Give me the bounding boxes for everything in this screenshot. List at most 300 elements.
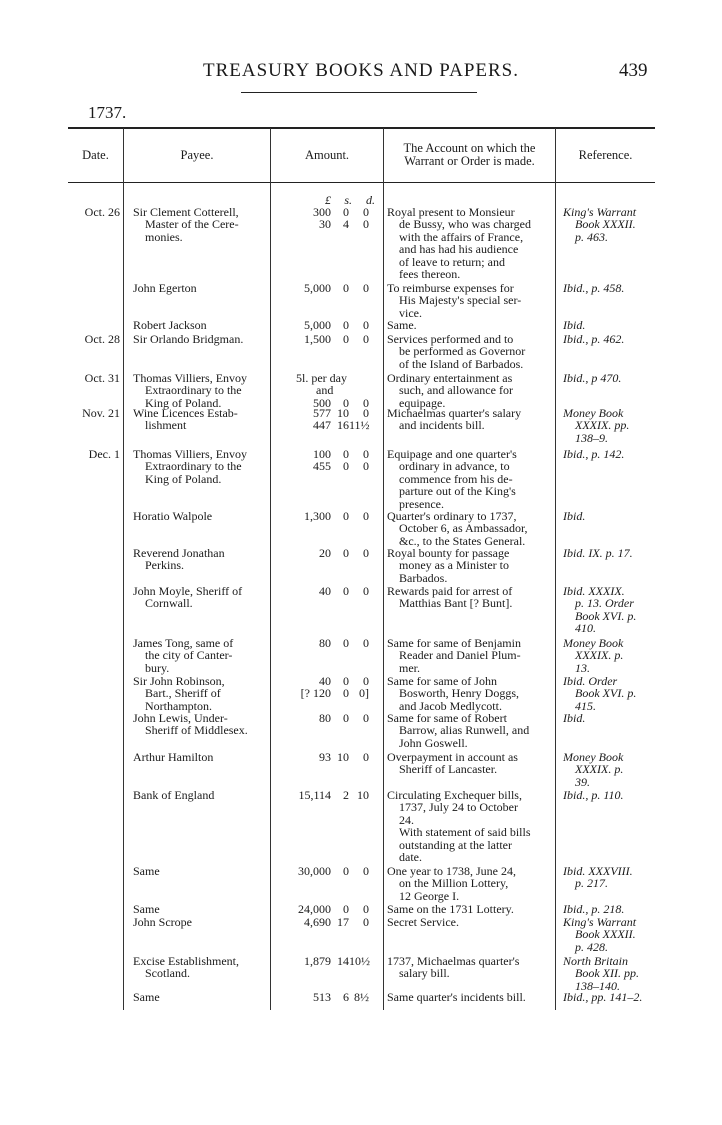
payee-cell bbox=[133, 991, 270, 1003]
pence-value: 0 bbox=[363, 674, 369, 688]
pence-symbol: d. bbox=[366, 193, 375, 207]
account-line: and incidents bill. bbox=[399, 418, 485, 433]
account-cell bbox=[387, 510, 550, 547]
shillings-value: 0 bbox=[343, 447, 349, 461]
shillings-value: 2 bbox=[343, 788, 349, 802]
reference-cell bbox=[563, 282, 658, 294]
account-line: Equipage and one quarter's bbox=[387, 447, 517, 461]
payee-line: Bank of England bbox=[133, 788, 215, 802]
pence-value: 0 bbox=[363, 332, 369, 346]
account-cell bbox=[387, 282, 550, 319]
payee-cell bbox=[133, 712, 270, 737]
reference-line: Book XXXII. bbox=[575, 927, 636, 942]
reference-cell bbox=[563, 333, 658, 345]
pence-value: 0 bbox=[363, 318, 369, 332]
shillings-value: 16 bbox=[337, 418, 349, 433]
reference-line: Ibid. IX. p. 17. bbox=[563, 546, 633, 560]
reference-cell bbox=[563, 547, 658, 559]
payee-cell bbox=[133, 751, 270, 763]
reference-line: Book XXXII. bbox=[575, 217, 636, 232]
pence-value: 10½ bbox=[349, 954, 370, 968]
account-cell bbox=[387, 903, 550, 915]
payee-line: Sheriff of Middlesex. bbox=[145, 723, 248, 738]
payee-cell bbox=[133, 637, 270, 674]
amount-line bbox=[272, 585, 386, 597]
payee-line: lishment bbox=[145, 418, 187, 433]
account-line: parture out of the King's bbox=[399, 484, 516, 499]
date-cell: Oct. 31 bbox=[84, 371, 120, 385]
reference-line: Ibid. Order bbox=[563, 674, 618, 688]
account-line: Sheriff of Lancaster. bbox=[399, 762, 498, 777]
account-line: Royal bounty for passage bbox=[387, 546, 510, 560]
reference-line: Book XVI. p. bbox=[575, 608, 637, 623]
amount-line bbox=[272, 916, 386, 928]
payee-line: Arthur Hamilton bbox=[133, 750, 214, 764]
amount-cell bbox=[272, 372, 386, 409]
amount-line bbox=[272, 903, 386, 915]
amount-line bbox=[272, 789, 386, 801]
payee-line: Sir John Robinson, bbox=[133, 674, 225, 688]
amount-line bbox=[272, 319, 386, 331]
pounds-value: 447 bbox=[313, 418, 331, 433]
account-line: John Goswell. bbox=[399, 735, 468, 750]
reference-cell bbox=[563, 712, 658, 724]
payee-line: Excise Establishment, bbox=[133, 954, 239, 968]
account-line: with the affairs of France, bbox=[399, 229, 524, 244]
payee-line: Extraordinary to the bbox=[145, 459, 242, 474]
shillings-value: 0 bbox=[343, 281, 349, 295]
account-line: Same for same of Benjamin bbox=[387, 636, 521, 650]
account-line: outstanding at the latter bbox=[399, 837, 512, 852]
reference-line: 415. bbox=[575, 698, 596, 713]
account-line: &c., to the States General. bbox=[399, 533, 526, 548]
account-line: Same on the 1731 Lottery. bbox=[387, 902, 514, 916]
amount-text: and bbox=[316, 383, 334, 398]
amount-line bbox=[272, 282, 386, 294]
shillings-value: 0 bbox=[343, 584, 349, 598]
pence-value: 0 bbox=[363, 750, 369, 764]
payee-line: bury. bbox=[145, 660, 170, 675]
reference-line: North Britain bbox=[563, 954, 629, 968]
shillings-value: 0 bbox=[343, 636, 349, 650]
pounds-value: 24,000 bbox=[298, 902, 331, 916]
payee-line: Same bbox=[133, 864, 160, 878]
reference-line: XXXIX. p. bbox=[575, 762, 624, 777]
account-cell bbox=[387, 448, 550, 510]
shillings-value: 0 bbox=[343, 902, 349, 916]
account-line: Circulating Exchequer bills, bbox=[387, 788, 522, 802]
pounds-value: 5,000 bbox=[304, 281, 331, 295]
payee-line: John Egerton bbox=[133, 281, 197, 295]
pounds-value: 20 bbox=[319, 546, 331, 560]
payee-cell bbox=[133, 510, 270, 522]
account-line: Royal present to Monsieur bbox=[387, 205, 515, 219]
payee-cell bbox=[133, 789, 270, 801]
reference-line: Ibid., p. 458. bbox=[563, 281, 625, 295]
amount-line bbox=[272, 218, 386, 230]
account-line: Same for same of Robert bbox=[387, 711, 507, 725]
payee-line: John Lewis, Under- bbox=[133, 711, 228, 725]
payee-cell bbox=[133, 903, 270, 915]
reference-cell bbox=[563, 206, 658, 243]
amount-cell bbox=[272, 547, 386, 559]
pounds-value: 577 bbox=[313, 406, 331, 420]
reference-line: Ibid., p. 218. bbox=[563, 902, 625, 916]
account-cell bbox=[387, 955, 550, 980]
payee-line: Scotland. bbox=[145, 966, 190, 981]
account-line: Same. bbox=[387, 318, 417, 332]
account-line: 12 George I. bbox=[399, 888, 460, 903]
shillings-value: 0 bbox=[343, 332, 349, 346]
account-line: 1737, Michaelmas quarter's bbox=[387, 954, 520, 968]
pounds-value: 40 bbox=[319, 674, 331, 688]
pence-value: 0 bbox=[363, 864, 369, 878]
account-line: His Majesty's special ser- bbox=[399, 293, 522, 308]
pence-value: 0 bbox=[363, 584, 369, 598]
payee-line: Cornwall. bbox=[145, 596, 193, 611]
pounds-value: [? 120 bbox=[300, 686, 331, 701]
reference-line: King's Warrant bbox=[563, 915, 637, 929]
shillings-value: 0 bbox=[343, 546, 349, 560]
amount-line bbox=[272, 687, 386, 699]
payee-cell bbox=[133, 206, 270, 243]
pence-value: 0 bbox=[363, 546, 369, 560]
pounds-value: 1,879 bbox=[304, 954, 331, 968]
shillings-value: 0 bbox=[343, 864, 349, 878]
shillings-value: 0 bbox=[343, 711, 349, 725]
account-line: date. bbox=[399, 850, 422, 865]
column-divider bbox=[555, 128, 556, 1010]
pence-value: 0 bbox=[363, 915, 369, 929]
payee-line: Master of the Cere- bbox=[145, 217, 239, 232]
reference-cell bbox=[563, 916, 658, 953]
reference-cell bbox=[563, 789, 658, 801]
column-header-amount: Amount. bbox=[304, 147, 350, 162]
reference-line: Money Book bbox=[563, 406, 624, 420]
amount-cell bbox=[272, 448, 386, 473]
reference-cell bbox=[563, 448, 658, 460]
account-line: vice. bbox=[399, 305, 422, 320]
reference-line: Money Book bbox=[563, 636, 624, 650]
pence-value: 8½ bbox=[354, 990, 369, 1004]
reference-line: Ibid., pp. 141–2. bbox=[563, 990, 643, 1004]
reference-line: 410. bbox=[575, 621, 596, 636]
pence-value: 0 bbox=[363, 395, 369, 410]
payee-line: King of Poland. bbox=[145, 395, 222, 410]
pence-value: 0 bbox=[363, 205, 369, 219]
date-cell: Oct. 28 bbox=[84, 332, 120, 346]
account-cell bbox=[387, 407, 550, 432]
reference-line: p. 428. bbox=[575, 939, 608, 954]
pence-value: 0 bbox=[363, 509, 369, 523]
account-line: Secret Service. bbox=[387, 915, 459, 929]
amount-cell bbox=[272, 407, 386, 432]
payee-line: Northampton. bbox=[145, 698, 212, 713]
amount-cell bbox=[272, 955, 386, 967]
column-header-reference: Reference. bbox=[578, 147, 633, 162]
shillings-value: 4 bbox=[343, 217, 349, 232]
amount-cell bbox=[272, 206, 386, 231]
payee-line: Extraordinary to the bbox=[145, 383, 242, 398]
account-line: Quarter's ordinary to 1737, bbox=[387, 509, 517, 523]
payee-line: Wine Licences Estab- bbox=[133, 406, 238, 420]
account-cell bbox=[387, 865, 550, 902]
pounds-value: 80 bbox=[319, 636, 331, 650]
account-line: de Bussy, who was charged bbox=[399, 217, 531, 232]
reference-line: XXXIX. pp. bbox=[575, 418, 630, 433]
account-cell bbox=[387, 547, 550, 584]
amount-line bbox=[272, 460, 386, 472]
amount-cell bbox=[272, 637, 386, 649]
account-line: Rewards paid for arrest of bbox=[387, 584, 513, 598]
account-line: commence from his de- bbox=[399, 471, 513, 486]
payee-cell bbox=[133, 282, 270, 294]
account-cell bbox=[387, 991, 550, 1003]
payee-line: King of Poland. bbox=[145, 471, 222, 486]
reference-line: Ibid., p. 142. bbox=[563, 447, 625, 461]
amount-line bbox=[272, 955, 386, 967]
account-cell bbox=[387, 675, 550, 712]
reference-line: Ibid., p. 462. bbox=[563, 332, 625, 346]
amount-cell bbox=[272, 903, 386, 915]
account-line: on the Million Lottery, bbox=[399, 876, 509, 891]
account-cell bbox=[387, 916, 550, 928]
pounds-value: 4,690 bbox=[304, 915, 331, 929]
account-line: mer. bbox=[399, 660, 420, 675]
reference-line: Money Book bbox=[563, 750, 624, 764]
reference-cell bbox=[563, 903, 658, 915]
payee-line: John Moyle, Sheriff of bbox=[133, 584, 243, 598]
account-line: One year to 1738, June 24, bbox=[387, 864, 516, 878]
account-cell bbox=[387, 372, 550, 409]
account-line: October 6, as Ambassador, bbox=[399, 521, 528, 536]
reference-line: Ibid., p. 110. bbox=[563, 788, 624, 802]
amount-cell bbox=[272, 751, 386, 763]
payee-line: Thomas Villiers, Envoy bbox=[133, 447, 248, 461]
account-line: ordinary in advance, to bbox=[399, 459, 510, 474]
shillings-value: 14 bbox=[337, 954, 349, 968]
account-line: be performed as Governor bbox=[399, 344, 526, 359]
payee-cell bbox=[133, 675, 270, 712]
account-line: Same for same of John bbox=[387, 674, 497, 688]
amount-cell bbox=[272, 282, 386, 294]
shillings-value: 0 bbox=[343, 686, 349, 701]
payee-cell bbox=[133, 585, 270, 610]
payee-cell bbox=[133, 333, 270, 345]
reference-cell bbox=[563, 865, 658, 890]
date-cell: Nov. 21 bbox=[82, 406, 120, 420]
column-divider bbox=[123, 128, 124, 1010]
account-line: Same quarter's incidents bill. bbox=[387, 990, 526, 1004]
shillings-value: 0 bbox=[343, 318, 349, 332]
account-line: such, and allowance for bbox=[399, 383, 513, 398]
payee-line: Thomas Villiers, Envoy bbox=[133, 371, 248, 385]
shillings-value: 0 bbox=[343, 674, 349, 688]
reference-line: Book XII. pp. bbox=[575, 966, 639, 981]
payee-line: Same bbox=[133, 990, 160, 1004]
reference-cell bbox=[563, 637, 658, 674]
reference-line: Ibid. bbox=[563, 711, 586, 725]
reference-line: King's Warrant bbox=[563, 205, 637, 219]
payee-line: John Scrope bbox=[133, 915, 192, 929]
payee-line: Reverend Jonathan bbox=[133, 546, 225, 560]
account-line: of the Island of Barbados. bbox=[399, 356, 524, 371]
pounds-value: 1,300 bbox=[304, 509, 331, 523]
payee-line: the city of Canter- bbox=[145, 648, 233, 663]
account-cell bbox=[387, 333, 550, 370]
account-line: Overpayment in account as bbox=[387, 750, 518, 764]
amount-line bbox=[272, 865, 386, 877]
reference-cell bbox=[563, 585, 658, 635]
account-line: salary bill. bbox=[399, 966, 450, 981]
pounds-value: 15,114 bbox=[298, 788, 331, 802]
reference-line: XXXIX. p. bbox=[575, 648, 624, 663]
payee-cell bbox=[133, 955, 270, 980]
table-header-rule bbox=[68, 182, 655, 183]
account-line: and has had his audience bbox=[399, 242, 519, 257]
account-line: Matthias Bant [? Bunt]. bbox=[399, 596, 513, 611]
amount-cell bbox=[272, 916, 386, 928]
payee-line: Perkins. bbox=[145, 558, 184, 573]
amount-line bbox=[272, 419, 386, 431]
payee-line: Same bbox=[133, 902, 160, 916]
payee-line: Horatio Walpole bbox=[133, 509, 213, 523]
amount-cell bbox=[272, 510, 386, 522]
reference-line: p. 217. bbox=[575, 876, 608, 891]
account-cell bbox=[387, 712, 550, 749]
shillings-value: 0 bbox=[343, 395, 349, 410]
amount-line bbox=[272, 333, 386, 345]
column-header-date: Date. bbox=[82, 147, 109, 162]
payee-line: Sir Orlando Bridgman. bbox=[133, 332, 244, 346]
amount-text: 5l. per day bbox=[296, 371, 347, 385]
amount-cell bbox=[272, 675, 386, 700]
pence-value: 0 bbox=[363, 636, 369, 650]
reference-line: Ibid., p 470. bbox=[563, 371, 622, 385]
pounds-value: 513 bbox=[313, 990, 331, 1004]
reference-cell bbox=[563, 407, 658, 444]
reference-cell bbox=[563, 510, 658, 522]
date-cell: Dec. 1 bbox=[88, 447, 120, 461]
pounds-value: 100 bbox=[313, 447, 331, 461]
payee-cell bbox=[133, 547, 270, 572]
reference-cell bbox=[563, 991, 658, 1003]
account-line: 24. bbox=[399, 812, 414, 827]
payee-line: Robert Jackson bbox=[133, 318, 207, 332]
payee-line: Bart., Sheriff of bbox=[145, 686, 221, 701]
amount-cell bbox=[272, 865, 386, 877]
pence-value: 0 bbox=[363, 447, 369, 461]
account-line: 1737, July 24 to October bbox=[399, 800, 518, 815]
account-line: Bosworth, Henry Doggs, bbox=[399, 686, 519, 701]
reference-line: 138–9. bbox=[575, 430, 608, 445]
pence-value: 0 bbox=[363, 217, 369, 232]
column-divider bbox=[383, 128, 384, 1010]
pounds-value: 30 bbox=[319, 217, 331, 232]
account-line: Barrow, alias Runwell, and bbox=[399, 723, 530, 738]
reference-line: 39. bbox=[575, 774, 590, 789]
account-cell bbox=[387, 319, 550, 331]
amount-line bbox=[272, 510, 386, 522]
reference-line: Ibid. XXXVIII. bbox=[563, 864, 633, 878]
pounds-value: 40 bbox=[319, 584, 331, 598]
account-line: With statement of said bills bbox=[399, 825, 531, 840]
account-line: presence. bbox=[399, 496, 444, 511]
payee-cell bbox=[133, 448, 270, 485]
account-cell bbox=[387, 637, 550, 674]
pence-value: 10 bbox=[357, 788, 369, 802]
pence-value: 0 bbox=[363, 902, 369, 916]
payee-line: Sir Clement Cotterell, bbox=[133, 205, 239, 219]
amount-line bbox=[272, 751, 386, 763]
pounds-value: 500 bbox=[313, 395, 331, 410]
reference-cell bbox=[563, 372, 658, 384]
shillings-value: 0 bbox=[343, 205, 349, 219]
column-header-payee: Payee. bbox=[180, 147, 214, 162]
column-header-account: The Account on which the Warrant or Order is made. bbox=[403, 141, 536, 168]
account-line: of leave to return; and bbox=[399, 254, 505, 269]
reference-cell bbox=[563, 955, 658, 992]
amount-cell bbox=[272, 333, 386, 345]
payee-cell bbox=[133, 407, 270, 432]
account-line: money as a Minister to bbox=[399, 558, 509, 573]
running-title: TREASURY BOOKS AND PAPERS. bbox=[202, 60, 519, 81]
reference-line: 138–140. bbox=[575, 978, 620, 993]
pounds-value: 1,500 bbox=[304, 332, 331, 346]
shillings-symbol: s. bbox=[344, 193, 352, 207]
reference-line: 13. bbox=[575, 660, 590, 675]
account-line: fees thereon. bbox=[399, 267, 461, 282]
account-cell bbox=[387, 206, 550, 280]
pence-value: 0 bbox=[363, 711, 369, 725]
account-line: Services performed and to bbox=[387, 332, 514, 346]
date-cell: Oct. 26 bbox=[84, 205, 120, 219]
account-line: and Jacob Medlycott. bbox=[399, 698, 502, 713]
account-line: To reimburse expenses for bbox=[387, 281, 514, 295]
pounds-value: 30,000 bbox=[298, 864, 331, 878]
reference-line: Book XVI. p. bbox=[575, 686, 637, 701]
reference-line: p. 463. bbox=[575, 229, 608, 244]
amount-line bbox=[272, 712, 386, 724]
shillings-value: 10 bbox=[337, 750, 349, 764]
pence-value: 0] bbox=[359, 686, 369, 701]
reference-line: Ibid. bbox=[563, 318, 586, 332]
pounds-value: 80 bbox=[319, 711, 331, 725]
title-rule bbox=[241, 92, 477, 93]
reference-line: Ibid. XXXIX. bbox=[563, 584, 625, 598]
amount-cell bbox=[272, 789, 386, 801]
reference-cell bbox=[563, 751, 658, 788]
pounds-value: 300 bbox=[313, 205, 331, 219]
shillings-value: 17 bbox=[337, 915, 349, 929]
payee-cell bbox=[133, 372, 270, 409]
pence-value: 11½ bbox=[349, 418, 370, 433]
page-number: 439 bbox=[619, 60, 648, 81]
amount-line bbox=[272, 991, 386, 1003]
account-line: Ordinary entertainment as bbox=[387, 371, 513, 385]
reference-line: p. 13. Order bbox=[575, 596, 634, 611]
amount-line bbox=[272, 637, 386, 649]
shillings-value: 0 bbox=[343, 509, 349, 523]
reference-cell bbox=[563, 319, 658, 331]
payee-line: James Tong, same of bbox=[133, 636, 234, 650]
amount-cell bbox=[272, 319, 386, 331]
account-line: Barbados. bbox=[399, 570, 448, 585]
account-cell bbox=[387, 789, 550, 863]
pounds-value: 93 bbox=[319, 750, 331, 764]
year-heading: 1737. bbox=[88, 103, 127, 122]
shillings-value: 6 bbox=[343, 990, 349, 1004]
